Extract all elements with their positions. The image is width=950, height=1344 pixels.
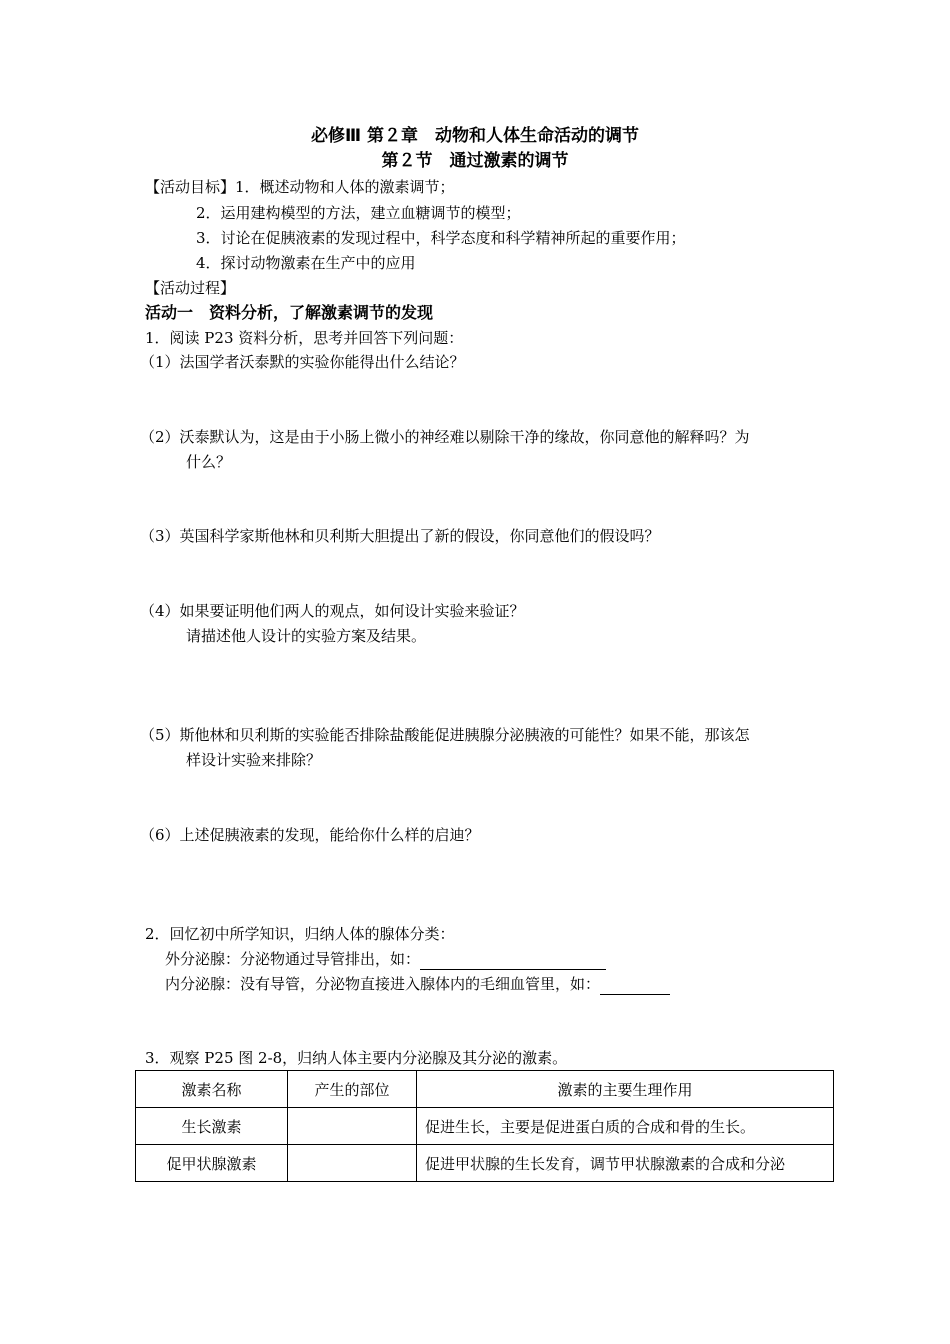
goal-item: 2．运用建构模型的方法，建立血糖调节的模型；: [196, 204, 521, 222]
header-production-site: 产生的部位: [288, 1071, 417, 1108]
goal-item: 4．探讨动物激素在生产中的应用: [196, 254, 416, 272]
table-row: [136, 1145, 834, 1182]
goal-item: 3．讨论在促胰液素的发现过程中，科学态度和科学精神所起的重要作用；: [196, 229, 686, 247]
goal-item: 1．概述动物和人体的激素调节；: [235, 178, 455, 196]
header-function: 激素的主要生理作用: [417, 1071, 834, 1108]
process-label: 【活动过程】: [145, 279, 236, 297]
section-title: 第２节 通过激素的调节: [381, 151, 569, 171]
question-5-cont: 样设计实验来排除？: [186, 751, 322, 769]
goals-line-1: [145, 176, 455, 198]
exocrine-text: 外分泌腺：分泌物通过导管排出，如：: [165, 950, 421, 968]
activity-heading: 活动一 资料分析，了解激素调节的发现: [145, 303, 434, 322]
question-1: （1）法国学者沃泰默的实验你能得出什么结论？: [140, 353, 465, 371]
question-2: （2）沃泰默认为，这是由于小肠上微小的神经难以剔除干净的缘故，你同意他的解释吗？为: [140, 428, 750, 446]
cell-production-site[interactable]: [288, 1108, 417, 1145]
cell-hormone-name: 生长激素: [136, 1108, 288, 1145]
q3-intro: 3．观察 P25 图 2-8，归纳人体主要内分泌腺及其分泌的激素。: [145, 1049, 568, 1067]
page-title: 必修Ⅲ 第２章 动物和人体生命活动的调节: [311, 126, 639, 146]
cell-production-site[interactable]: [288, 1145, 417, 1182]
exocrine-answer-blank[interactable]: [420, 953, 606, 970]
q2-intro: 2．回忆初中所学知识，归纳人体的腺体分类：: [145, 925, 455, 943]
endocrine-text: 内分泌腺：没有导管，分泌物直接进入腺体内的毛细血管里，如：: [165, 975, 601, 993]
endocrine-line: [165, 973, 670, 995]
cell-hormone-name: 促甲状腺激素: [136, 1145, 288, 1182]
question-2-cont: 什么？: [186, 453, 232, 471]
table-row: [136, 1108, 834, 1145]
cell-function: 促进甲状腺的生长发育，调节甲状腺激素的合成和分泌: [417, 1145, 834, 1182]
table-header-row: [136, 1071, 834, 1108]
question-5: （5）斯他林和贝利斯的实验能否排除盐酸能促进胰腺分泌胰液的可能性？如果不能，那该怎: [140, 726, 750, 744]
header-hormone-name: 激素名称: [136, 1071, 288, 1108]
question-4-cont: 请描述他人设计的实验方案及结果。: [186, 627, 427, 645]
cell-function: 促进生长，主要是促进蛋白质的合成和骨的生长。: [417, 1108, 834, 1145]
activity-intro: 1．阅读 P23 资料分析，思考并回答下列问题：: [145, 329, 464, 347]
exocrine-line: [165, 948, 606, 970]
question-4: （4）如果要证明他们两人的观点，如何设计实验来验证？: [140, 602, 525, 620]
question-3: （3）英国科学家斯他林和贝利斯大胆提出了新的假设，你同意他们的假设吗？: [140, 527, 660, 545]
endocrine-answer-blank[interactable]: [600, 978, 670, 995]
goals-label: 【活动目标】: [145, 178, 236, 196]
hormone-table: [135, 1070, 834, 1182]
question-6: （6）上述促胰液素的发现，能给你什么样的启迪？: [140, 826, 480, 844]
